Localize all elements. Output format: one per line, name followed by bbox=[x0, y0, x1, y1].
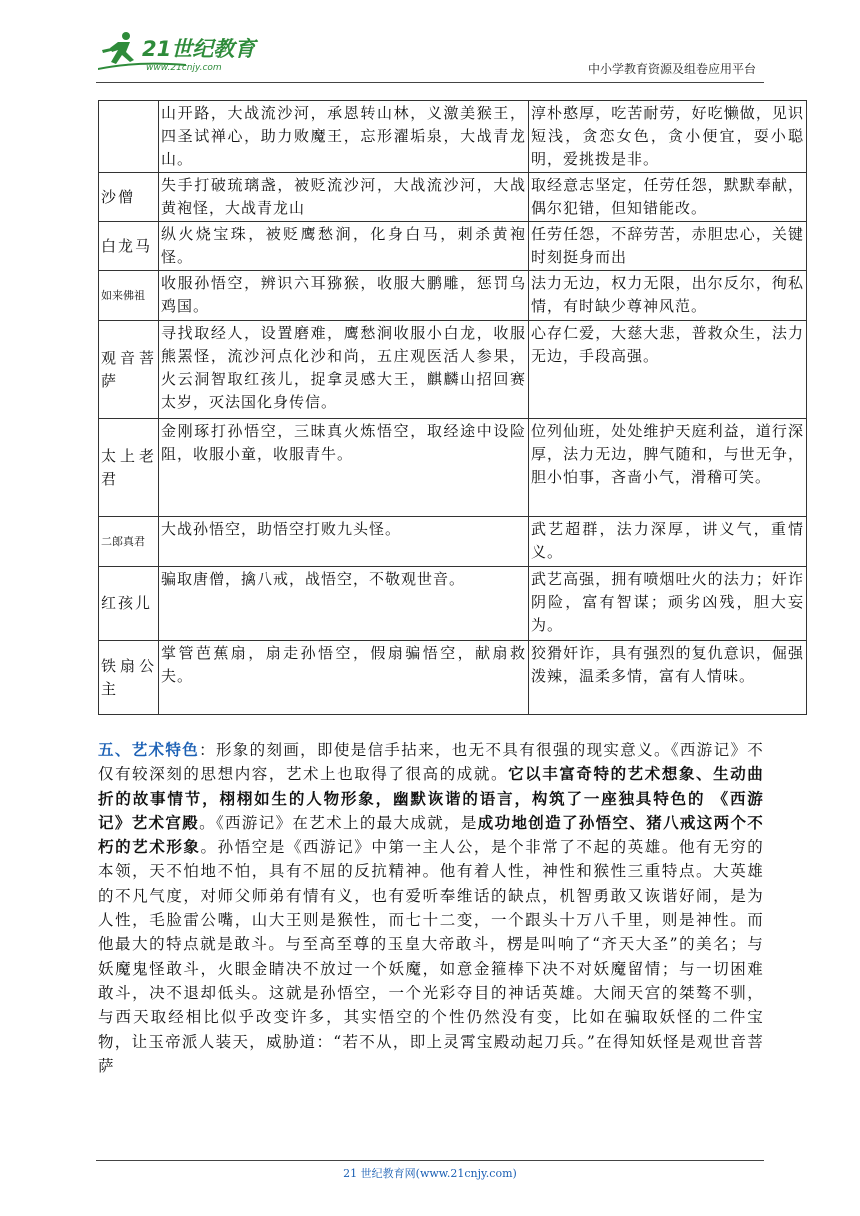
role-deeds: 金刚琢打孙悟空，三昧真火炼悟空，取经途中设险阻，收服小童，收服青牛。 bbox=[159, 419, 529, 517]
table-row bbox=[99, 222, 807, 271]
role-traits: 狡猾奸诈，具有强烈的复仇意识，倔强泼辣，温柔多情，富有人情味。 bbox=[529, 641, 807, 715]
table-row bbox=[99, 271, 807, 321]
character-table bbox=[98, 100, 807, 715]
section-text: 。《西游记》在艺术上的最大成就，是 bbox=[199, 813, 478, 832]
table-row bbox=[99, 321, 807, 419]
platform-label: 中小学教育资源及组卷应用平台 bbox=[587, 62, 756, 76]
role-name: 观音菩萨 bbox=[99, 321, 159, 419]
table-row bbox=[99, 641, 807, 715]
svg-text:www.21cnjy.com: www.21cnjy.com bbox=[146, 63, 222, 73]
role-deeds: 山开路，大战流沙河，承恩转山林，义激美猴王，四圣试禅心，助力败魔王，忘形濯垢泉，大战青龙山。 bbox=[159, 101, 529, 173]
table-row bbox=[99, 517, 807, 567]
role-traits: 武艺高强，拥有喷烟吐火的法力；奸诈阴险，富有智谋；顽劣凶残，胆大妄为。 bbox=[529, 567, 807, 641]
role-name bbox=[99, 101, 159, 173]
footer-divider bbox=[96, 1160, 764, 1161]
role-deeds: 失手打破琉璃盏，被贬流沙河，大战流沙河，大战黄袍怪，大战青龙山 bbox=[159, 173, 529, 222]
role-traits: 位列仙班，处处维护天庭利益，道行深厚，法力无边，脾气随和，与世无争，胆小怕事，吝啬小气，滑稽可笑。 bbox=[529, 419, 807, 517]
table-row bbox=[99, 173, 807, 222]
role-deeds: 收服孙悟空，辨识六耳猕猴，收服大鹏雕，惩罚乌鸡国。 bbox=[159, 271, 529, 321]
role-deeds: 骗取唐僧，擒八戒，战悟空，不敬观世音。 bbox=[159, 567, 529, 641]
footer-text: 21 世纪教育网(www.21cnjy.com) bbox=[343, 1167, 517, 1180]
role-name: 白龙马 bbox=[99, 222, 159, 271]
art-features-section bbox=[98, 738, 764, 1078]
header-divider bbox=[96, 82, 764, 83]
section-text-bold: 它以丰富奇特的艺术想象、生动曲折的故事情节，栩栩如生的人物形象，幽默诙谐的语言，构筑了一座独具特色的 《西游记》艺术宫殿 bbox=[98, 764, 764, 832]
section-text-bold: 成功地创造了孙悟空、猪八戒这两个不朽的艺术形象 bbox=[98, 812, 765, 857]
role-deeds: 大战孙悟空，助悟空打败九头怪。 bbox=[159, 517, 529, 567]
role-name: 红孩儿 bbox=[99, 567, 159, 641]
role-name: 太上老君 bbox=[99, 419, 159, 517]
role-name: 二郎真君 bbox=[99, 517, 159, 567]
role-traits: 取经意志坚定，任劳任怨，默默奉献，偶尔犯错，但知错能改。 bbox=[529, 173, 807, 222]
svg-text:21世纪教育: 21世纪教育 bbox=[142, 37, 256, 61]
role-deeds: 纵火烧宝珠，被贬鹰愁涧，化身白马，刺杀黄袍怪。 bbox=[159, 222, 529, 271]
section-text: 。孙悟空是《西游记》中第一主人公，是个非常了不起的英雄。他有无穷的本领，天不怕地不怕，具有不屈的反抗精神。他有着人性，神性和猴性三重特点。大英雄的不凡气度，对师父师弟有情有义，也有爱听奉维话的缺点，机智勇敢又诙谐好闹，是为人性，毛脸雷公嘴，山大王则是猴性，而七十二变，一个跟头十万八千里，则是神性。而他最大的特点就是敢斗。与至高至尊的玉皇大帝敢斗，楞是叫响了“齐天大圣”的美名；与妖魔鬼怪敢斗，火眼金睛决不放过一个妖魔，如意金箍棒下决不对妖魔留情；与一切困难敢斗，决不退却低头。这就是孙悟空，一个光彩夺目的神话英雄。大闹天宫的桀骜不驯，与西天取经相比似乎改变许多，其实悟空的个性仍然没有变，比如在骗取妖怪的二件宝物，让玉帝派人装天，威胁道：“若不从，即上灵霄宝殿动起刀兵。”在得知妖怪是观世音菩萨 bbox=[98, 838, 765, 1075]
section-text: ：形象的刻画，即使是信手拈来，也无不具有很强的现实意义。《西游记》不仅有较深刻的思想内容，艺术上也取得了很高的成就。 bbox=[98, 741, 764, 784]
role-traits: 心存仁爱，大慈大悲，普救众生，法力无边，手段高强。 bbox=[529, 321, 807, 419]
role-name: 铁扇公主 bbox=[99, 641, 159, 715]
role-traits: 任劳任怨，不辞劳苦，赤胆忠心，关键时刻挺身而出 bbox=[529, 222, 807, 271]
role-deeds: 寻找取经人，设置磨难，鹰愁涧收服小白龙，收服熊罴怪，流沙河点化沙和尚，五庄观医活人参果，火云洞智取红孩儿，捉拿灵感大王，麒麟山招回赛太岁，灭法国化身传信。 bbox=[159, 321, 529, 419]
logo-21cnjy bbox=[96, 30, 266, 74]
role-name: 沙僧 bbox=[99, 173, 159, 222]
page-header bbox=[96, 22, 764, 80]
table-row bbox=[99, 567, 807, 641]
role-name: 如来佛祖 bbox=[99, 271, 159, 321]
role-traits: 法力无边，权力无限，出尔反尔，徇私情，有时缺少尊神风范。 bbox=[529, 271, 807, 321]
section-heading: 五、艺术特色 bbox=[98, 740, 200, 759]
role-traits: 淳朴憨厚，吃苦耐劳，好吃懒做，见识短浅，贪恋女色，贪小便宜，耍小聪明，爱挑拨是非。 bbox=[529, 101, 807, 173]
table-row bbox=[99, 419, 807, 517]
table-row bbox=[99, 101, 807, 173]
role-deeds: 掌管芭蕉扇，扇走孙悟空，假扇骗悟空，献扇救夫。 bbox=[159, 641, 529, 715]
role-traits: 武艺超群，法力深厚，讲义气，重情义。 bbox=[529, 517, 807, 567]
